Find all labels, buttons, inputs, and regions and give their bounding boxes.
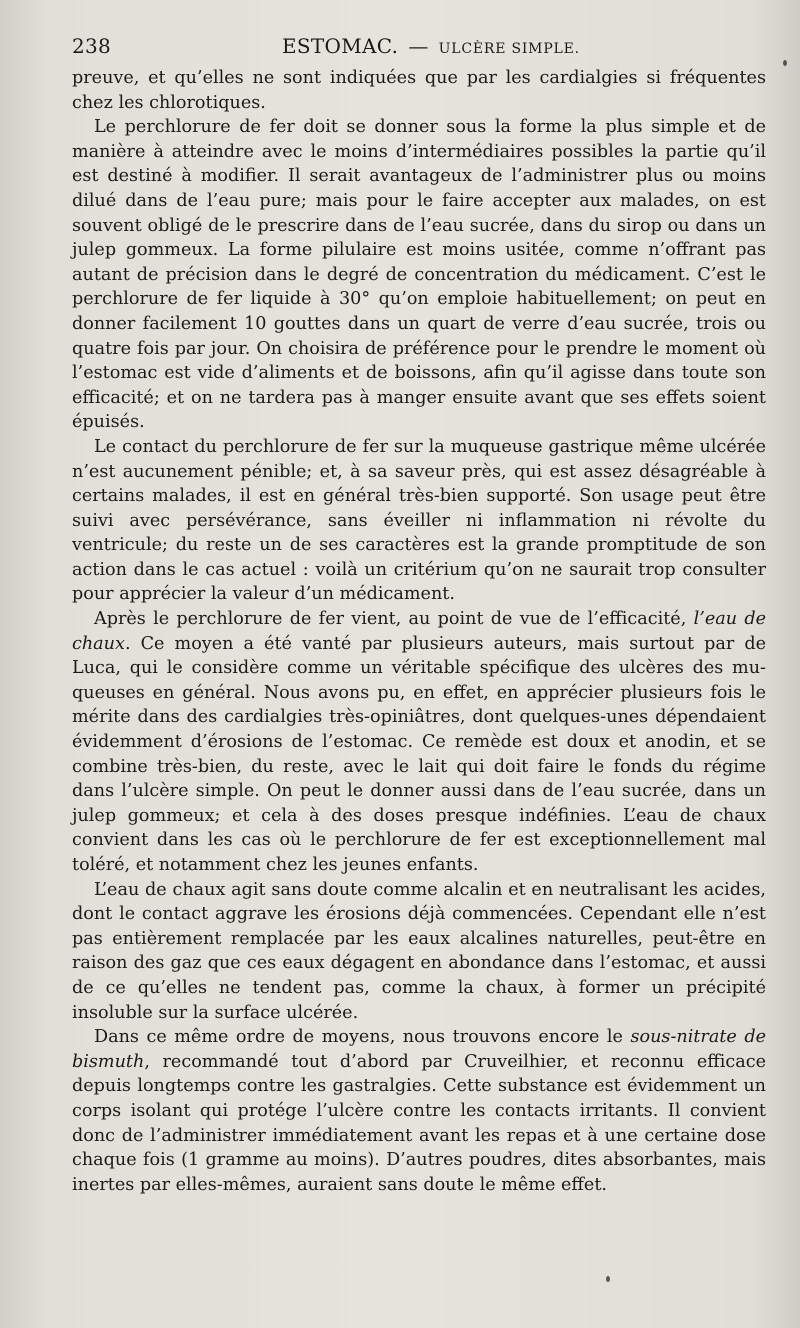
text-run: Le contact du perchlorure de fer sur la muqueuse gastrique même ulcérée n’est aucunement pénible; et, à sa saveur près, qui est assez désagréable à certains malades, il est en général très-bien supporté. Son usage peut être suivi avec persévérance, sans éveiller ni inflammation ni révolte du ventricule; du reste un de ses caractères est la grande promptitude de son action dans le cas actuel : voilà un critérium qu’on ne saurait trop consulter pour apprécier la valeur d’un médicament.: [72, 436, 766, 605]
paragraph: [72, 115, 766, 435]
paragraph: [72, 1025, 766, 1197]
italic-term: l’eau de chaux: [72, 609, 766, 654]
paragraph: [72, 435, 766, 607]
text-run: Dans ce même ordre de moyens, nous trouvons encore le: [94, 1027, 631, 1048]
chapter-title: ESTOMAC.: [282, 34, 399, 58]
body-text: [72, 66, 766, 1197]
text-run: preuve, et qu’elles ne sont indiquées que par les cardialgies si fréquentes chez les chlorotiques.: [72, 68, 766, 113]
section-title: ULCÈRE SIMPLE.: [438, 41, 580, 57]
text-run: . Ce moyen a été vanté par plusieurs auteurs, mais surtout par de Luca, qui le considère comme un véritable spécifique des ulcères des muqueuses en général. Nous avons pu, en effet, en apprécier plusieurs fois le mérite dans des cardialgies très-opiniâtres, dont quelques-unes dépendaient évidemment d’érosions de l’estomac. Ce remède est doux et anodin, et se combine très-bien, du reste, avec le lait qui doit faire le fonds du régime dans l’ulcère simple. On peut le donner aussi dans de l’eau sucrée, dans un julep gommeux; et cela à des doses presque indéfinies. L’eau de chaux convient dans les cas où le perchlorure de fer est exceptionnellement mal toléré, et notamment chez les jeunes enfants.: [72, 633, 766, 875]
italic-term: sous-nitrate de bismuth: [72, 1027, 766, 1072]
ink-speck: [606, 1276, 610, 1282]
paragraph: [72, 66, 766, 115]
running-head: [72, 34, 766, 64]
text-run: Après le perchlorure de fer vient, au point de vue de l’efficacité,: [94, 609, 694, 630]
text-run: L’eau de chaux agit sans doute comme alcalin et en neutralisant les acides, dont le contact aggrave les érosions déjà commencées. Cependant elle n’est pas entièrement remplacée par les eaux alcalines naturelles, peut-être en raison des gaz que ces eaux dégagent en abondance dans l’estomac, et aussi de ce qu’elles ne tendent pas, comme la chaux, à former un précipité insoluble sur la surface ulcérée.: [72, 879, 766, 1023]
paragraph: [72, 607, 766, 878]
running-title: [282, 34, 580, 58]
text-run: , recommandé tout d’abord par Cruveilhier, et reconnu efficace depuis longtemps contre les gastralgies. Cette substance est évidemment un corps isolant qui protége l’ulcère contre les contacts irritants. Il convient donc de l’administrer immédiatement avant les repas et à une certaine dose chaque fois (1 gramme au moins). D’autres poudres, dites absorbantes, mais inertes par elles-mêmes, auraient sans doute le même effet.: [72, 1051, 766, 1195]
text-run: Le perchlorure de fer doit se donner sous la forme la plus simple et de manière à atteindre avec le moins d’intermédiaires possibles la partie qu’il est destiné à modifier. Il serait avantageux de l’administrer plus ou moins dilué dans de l’eau pure; mais pour le faire accepter aux malades, on est souvent obligé de le prescrire dans de l’eau sucrée, dans du sirop ou dans un julep gommeux. La forme pilulaire est moins usitée, comme n’offrant pas autant de précision dans le degré de concentration du médicament. C’est le perchlorure de fer liquide à 30° qu’on emploie habituellement; on peut en donner facilement 10 gouttes dans un quart de verre d’eau sucrée, trois ou quatre fois par jour. On choisira de préférence pour le prendre le moment où l’estomac est vide d’aliments et de boissons, afin qu’il agisse dans toute son efficacité; et on ne tardera pas à manger ensuite avant que ses effets soient épuisés.: [72, 117, 766, 433]
paragraph: [72, 878, 766, 1026]
title-separator: —: [408, 34, 429, 58]
ink-speck: [783, 60, 787, 66]
page-number: 238: [72, 34, 112, 58]
